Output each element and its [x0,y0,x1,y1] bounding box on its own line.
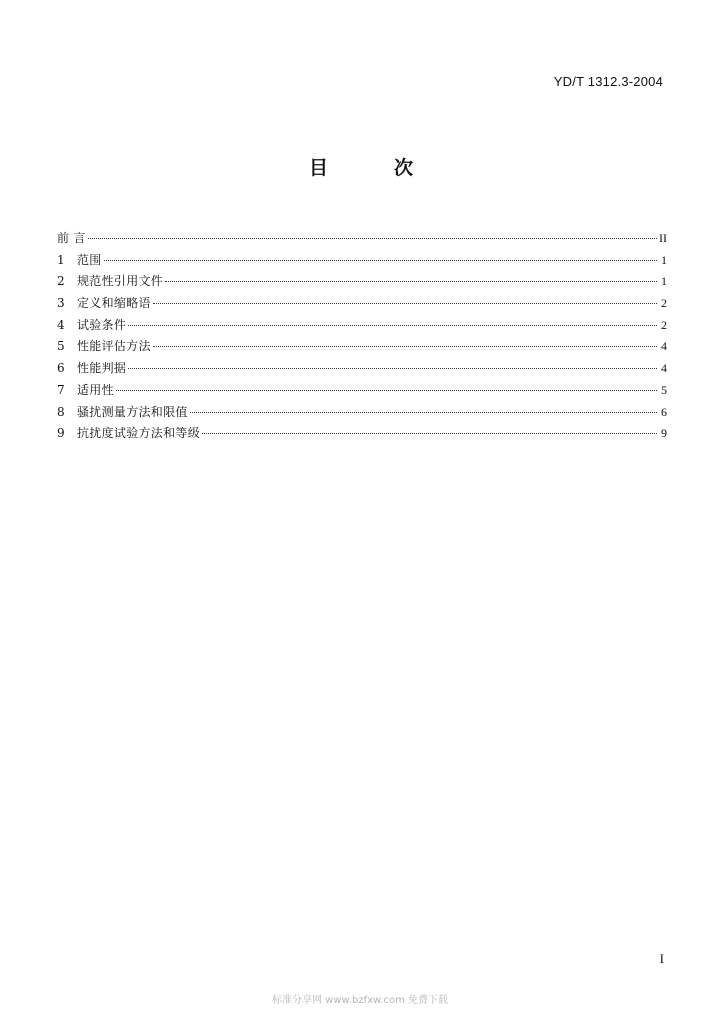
toc-entry-number: 8 [57,404,65,419]
toc-leader-dots [202,432,657,434]
toc-entry-number: 4 [57,317,65,332]
toc-entry-label: 抗扰度试验方法和等级 [77,426,201,441]
toc-entry-immunity-test[interactable] [57,423,667,445]
toc-entry-label: 定义和缩略语 [77,296,151,311]
toc-entry-page: 4 [661,339,667,354]
toc-entry-scope[interactable] [57,250,667,272]
toc-entry-label: 性能判据 [77,361,127,376]
toc-title [309,153,413,180]
toc-leader-dots [153,345,657,347]
toc-entry-applicability[interactable] [57,380,667,402]
toc-leader-dots [128,367,657,369]
toc-entry-normative-references[interactable] [57,271,667,293]
toc-leader-dots [153,302,657,304]
toc-entry-page: 4 [661,361,667,376]
toc-entry-page: 9 [661,426,667,441]
toc-leader-dots [165,280,657,282]
toc-entry-page: 6 [661,404,667,419]
toc-entry-page: 1 [661,274,667,289]
toc-entry-page: 2 [661,317,667,332]
document-code: YD/T 1312.3-2004 [553,74,663,89]
toc-leader-dots [128,324,657,326]
toc-entry-performance-evaluation[interactable] [57,336,667,358]
toc-entry-page: 1 [661,252,667,267]
watermark: 标准分享网 www.bzfxw.com 免费下载 [272,995,448,1006]
toc-entry-number: 5 [57,339,65,354]
toc-entry-label: 前 言 [57,231,86,245]
toc-entry-number: 6 [57,361,65,376]
toc-entry-label: 规范性引用文件 [77,274,164,289]
toc-entry-emission-measurement[interactable] [57,402,667,424]
toc-entry-definitions[interactable] [57,293,667,315]
toc-entry-page: II [659,231,667,245]
toc-leader-dots [190,411,657,413]
toc-entry-foreword[interactable] [57,228,667,250]
toc-title-char-1: 目 [309,157,329,179]
toc-entry-page: 5 [661,382,667,397]
toc-entry-number: 1 [57,252,65,267]
toc-entry-test-conditions[interactable] [57,315,667,337]
toc-entry-label: 范围 [77,252,102,267]
toc-entry-label: 性能评估方法 [77,339,151,354]
toc-entry-label: 试验条件 [77,317,127,332]
page-number: I [659,951,664,966]
toc-leader-dots [104,259,657,261]
toc-entry-label: 适用性 [77,382,114,397]
toc-entry-performance-criteria[interactable] [57,358,667,380]
toc-entry-number: 7 [57,382,65,397]
toc-title-char-2: 次 [393,157,413,179]
toc-list [57,228,667,445]
toc-entry-page: 2 [661,296,667,311]
toc-entry-label: 骚扰测量方法和限值 [77,404,188,419]
toc-leader-dots [88,237,657,239]
toc-entry-number: 9 [57,426,65,441]
toc-entry-number: 2 [57,274,65,289]
toc-leader-dots [116,389,657,391]
toc-entry-number: 3 [57,296,65,311]
